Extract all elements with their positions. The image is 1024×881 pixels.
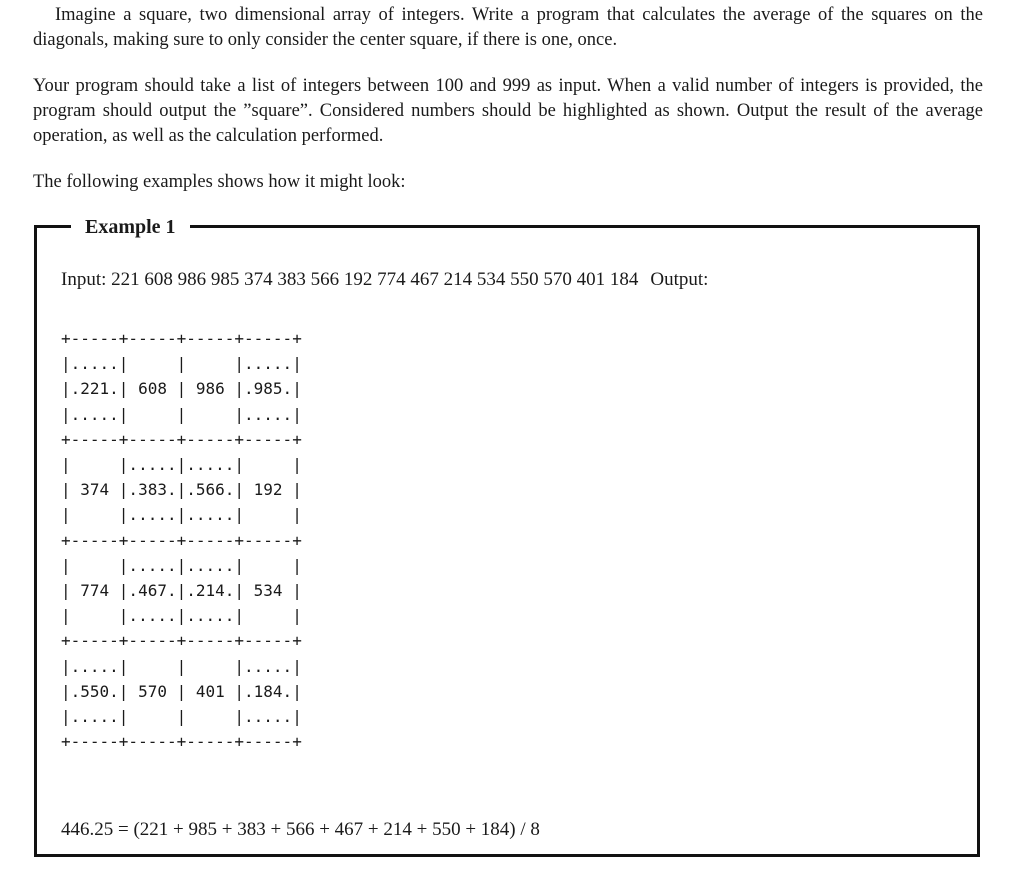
output-label: Output: — [650, 269, 709, 290]
intro-paragraph-2: Your program should take a list of integers between 100 and 999 as input. When a valid number of integers is provided, the program should output the ”square”. Considered numbers should be highlighted as shown. Output the result of the average operation, as well as the calculation performed. — [33, 76, 983, 146]
input-label: Input: — [61, 269, 107, 290]
grid-line: | 374 |.383.|.566.| 192 | — [61, 480, 302, 500]
input-values: 221 608 986 985 374 383 566 192 774 467 214 534 550 570 401 184 — [111, 269, 639, 290]
input-line — [61, 268, 708, 292]
grid-line: | |.....|.....| | — [61, 505, 302, 525]
result-formula: 446.25 = (221 + 985 + 383 + 566 + 467 + 214 + 550 + 184) / 8 — [61, 819, 540, 840]
ascii-grid — [61, 326, 302, 754]
grid-line: +-----+-----+-----+-----+ — [61, 429, 302, 449]
grid-line: |.....| | |.....| — [61, 404, 302, 424]
grid-line: | |.....|.....| | — [61, 606, 302, 626]
grid-line: +-----+-----+-----+-----+ — [61, 732, 302, 752]
grid-line: +-----+-----+-----+-----+ — [61, 329, 302, 348]
grid-line: |.....| | |.....| — [61, 707, 302, 727]
grid-line: |.221.| 608 | 986 |.985.| — [61, 379, 302, 399]
example-box — [34, 216, 980, 857]
grid-line: | |.....|.....| | — [61, 555, 302, 575]
intro-paragraph-1: Imagine a square, two dimensional array of integers. Write a program that calculates the average of the squares on the diagonals, making sure to only consider the center square, if there is one, once. — [33, 5, 983, 50]
grid-line: |.....| | |.....| — [61, 656, 302, 676]
grid-line: +-----+-----+-----+-----+ — [61, 530, 302, 550]
grid-line: | |.....|.....| | — [61, 455, 302, 475]
intro-paragraph-3: The following examples shows how it might look: — [33, 172, 406, 192]
grid-line: |.....| | |.....| — [61, 354, 302, 374]
example-title: Example 1 — [71, 212, 190, 242]
grid-line: | 774 |.467.|.214.| 534 | — [61, 581, 302, 601]
grid-line: |.550.| 570 | 401 |.184.| — [61, 681, 302, 701]
grid-line: +-----+-----+-----+-----+ — [61, 631, 302, 651]
